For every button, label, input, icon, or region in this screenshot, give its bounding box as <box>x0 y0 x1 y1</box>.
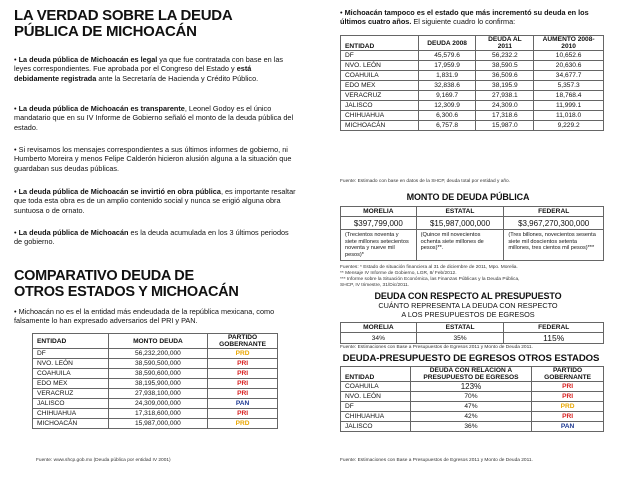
presupuesto-title: DEUDA CON RESPECTO AL PRESUPUESTO <box>374 291 562 301</box>
header-federal: FEDERAL <box>504 207 604 217</box>
value-cell: 11,018.0 <box>534 111 604 121</box>
entity-cell: JALISCO <box>341 101 419 111</box>
entity-cell: COAHUILA <box>341 71 419 81</box>
party-cell: PRI <box>208 409 278 419</box>
main-title <box>14 8 232 40</box>
value-cell: 32,838.6 <box>418 81 476 91</box>
value-cell: 10,652.6 <box>534 51 604 61</box>
entity-cell: VERACRUZ <box>341 91 419 101</box>
otros-estados-title: DEUDA-PRESUPUESTO DE EGRESOS OTROS ESTADOS <box>342 353 600 364</box>
header-estatal: ESTATAL <box>416 207 504 217</box>
increment-table <box>340 35 604 131</box>
entity-cell: JALISCO <box>33 399 109 409</box>
entity-cell: DF <box>341 402 411 412</box>
entity-cell: NVO. LEÓN <box>341 392 411 402</box>
otros-source-note: Fuente: Estimaciones con Base a Presupuestos de Egresos 2011 y Monto de Deuda 2011. <box>340 458 533 463</box>
party-cell: PRD <box>532 402 604 412</box>
table-row <box>341 101 604 111</box>
entity-cell: MICHOACÁN <box>341 121 419 131</box>
note-federal: (Tres billones, novecientos sesenta siete mil doscientos setenta millones, tres cientos mil pesos)*** <box>504 230 604 261</box>
table-row <box>341 81 604 91</box>
presup-morelia: 34% <box>341 333 417 344</box>
value-cell: 15,987.0 <box>476 121 534 131</box>
header-morelia: MORELIA <box>341 207 417 217</box>
value-cell: 6,757.8 <box>418 121 476 131</box>
header-estatal: ESTATAL <box>416 323 504 333</box>
value-cell: 6,300.6 <box>418 111 476 121</box>
header-deuda-2011: DEUDA AL 2011 <box>476 36 534 51</box>
header-aumento: AUMENTO 2008-2010 <box>534 36 604 51</box>
table-row <box>341 333 604 344</box>
table-row <box>341 217 604 230</box>
entity-cell: VERACRUZ <box>33 389 109 399</box>
header-entidad: ENTIDAD <box>341 367 411 382</box>
monto-morelia: $397,799,000 <box>341 217 417 230</box>
value-cell: 12,309.9 <box>418 101 476 111</box>
value-cell: 15,987,000,000 <box>108 419 207 429</box>
value-cell: 123% <box>410 382 531 392</box>
table-row <box>33 359 278 369</box>
party-cell: PRI <box>208 369 278 379</box>
value-cell: 45,579.6 <box>418 51 476 61</box>
table-header-row <box>33 334 278 349</box>
value-cell: 11,999.1 <box>534 101 604 111</box>
value-cell: 47% <box>410 402 531 412</box>
value-cell: 17,959.9 <box>418 61 476 71</box>
value-cell: 34,677.7 <box>534 71 604 81</box>
party-cell: PRI <box>208 379 278 389</box>
entity-cell: MICHOACÁN <box>33 419 109 429</box>
paragraph-obra-publica: • La deuda pública de Michoacán se invirtió en obra pública, es importante resaltar que toda esta obra es de un amplio contenido social y nunca se erigió alguna obra suntuosa o de ornato. <box>14 187 296 215</box>
table-row <box>341 111 604 121</box>
value-cell: 9,229.2 <box>534 121 604 131</box>
header-relacion: DEUDA CON RELACION A PRESUPUESTO DE EGRESOS <box>410 367 531 382</box>
monto-estatal: $15,987,000,000 <box>416 217 504 230</box>
table-row <box>341 402 604 412</box>
table-row <box>341 230 604 261</box>
entity-cell: COAHUILA <box>33 369 109 379</box>
header-partido: PARTIDO GOBERNANTE <box>532 367 604 382</box>
header-partido: PARTIDO GOBERNANTE <box>208 334 278 349</box>
value-cell: 38,590,500,000 <box>108 359 207 369</box>
table-row <box>33 399 278 409</box>
monto-federal: $3,967,270,300,000 <box>504 217 604 230</box>
table-row <box>341 51 604 61</box>
entity-cell: JALISCO <box>341 422 411 432</box>
monto-title: MONTO DE DEUDA PÚBLICA <box>406 192 530 202</box>
value-cell: 38,195.9 <box>476 81 534 91</box>
header-deuda-2008: DEUDA 2008 <box>418 36 476 51</box>
party-cell: PRI <box>532 392 604 402</box>
party-cell: PRD <box>208 349 278 359</box>
party-cell: PRI <box>208 359 278 369</box>
value-cell: 1,831.9 <box>418 71 476 81</box>
otros-estados-table <box>340 366 604 432</box>
value-cell: 42% <box>410 412 531 422</box>
paragraph-compare: • Michoacán no es el la entidad más endeudada de la república mexicana, como falsamente lo han expresado adversarios del PRI y PAN. <box>14 307 275 326</box>
value-cell: 38,590.5 <box>476 61 534 71</box>
party-cell: PRD <box>208 419 278 429</box>
table-row <box>341 392 604 402</box>
value-cell: 38,590,600,000 <box>108 369 207 379</box>
presupuesto-source-note: Fuente: Estimaciones con Base a Presupuestos de Egresos 2011 y Monto de Deuda 2011. <box>340 345 533 350</box>
party-cell: PAN <box>532 422 604 432</box>
monto-sources: Fuentes: * Estado de situación financiera al 31 de diciembre de 2011, Mpo. Morelia. ** Mensaje IV Informe de Gobierno, LGR, 8/ Feb/2012. *** Informe sobre la Situación Económica, las Finanzas Públicas y la Deuda Pública, SHCP, IV trimestre, 31/Dic/2011. <box>340 265 520 288</box>
party-cell: PRI <box>532 382 604 392</box>
value-cell: 24,309.0 <box>476 101 534 111</box>
header-entidad: ENTIDAD <box>33 334 109 349</box>
presup-federal: 115% <box>504 333 604 344</box>
paragraph-incremento: • Michoacán tampoco es el estado que más incrementó su deuda en los últimos cuatro años. El siguiente cuadro lo confirma: <box>340 8 589 27</box>
paragraph-acumulada: • La deuda pública de Michoacán es la deuda acumulada en los 3 últimos periodos de gobierno. <box>14 228 289 247</box>
party-cell: PRI <box>532 412 604 422</box>
table-header-row <box>341 323 604 333</box>
table-row <box>33 409 278 419</box>
header-entidad: ENTIDAD <box>341 36 419 51</box>
header-federal: FEDERAL <box>504 323 604 333</box>
table-row <box>33 389 278 399</box>
value-cell: 56,232.2 <box>476 51 534 61</box>
paragraph-legal: • La deuda pública de Michoacán es legal ya que fue contratada con base en las leyes correspondientes. Fue aprobada por el Congreso del Estado y está debidamente registrada ante la Secretaría de Hacienda y Crédito Público. <box>14 55 284 83</box>
table-row <box>341 71 604 81</box>
entity-cell: COAHUILA <box>341 382 411 392</box>
presup-estatal: 35% <box>416 333 504 344</box>
note-estatal: (Quince mil novecientos ochenta siete millones de pesos)**. <box>416 230 504 261</box>
presupuesto-table <box>340 322 604 344</box>
value-cell: 27,938,100,000 <box>108 389 207 399</box>
table-row <box>33 379 278 389</box>
compare-title: COMPARATIVO DEUDA DE OTROS ESTADOS Y MICHOACÁN <box>14 268 239 300</box>
value-cell: 70% <box>410 392 531 402</box>
entity-cell: NVO. LEÓN <box>341 61 419 71</box>
paragraph-informes: • Si revisamos los mensajes correspondientes a sus últimos informes de gobierno, ni Humberto Moreira y menos Felipe Calderón hicieron alusión alguna a la situación que guardaban sus deudas públicas. <box>14 145 292 173</box>
value-cell: 17,318,600,000 <box>108 409 207 419</box>
paragraph-transparente: • La deuda pública de Michoacán es transparente, Leonel Godoy es el único mandatario que en su IV Informe de Gobierno señaló el monto de la deuda pública del estado. <box>14 104 294 132</box>
table-header-row <box>341 207 604 217</box>
presupuesto-subtitle: CUÁNTO REPRESENTA LA DEUDA CON RESPECTO A LOS PRESUPUESTOS DE EGRESOS <box>378 301 558 319</box>
header-morelia: MORELIA <box>341 323 417 333</box>
table-row <box>33 349 278 359</box>
left-source-note: Fuente: www.shcp.gob.mx (Deuda pública por entidad IV 2001) <box>36 458 171 463</box>
value-cell: 36% <box>410 422 531 432</box>
monto-table <box>340 206 604 261</box>
value-cell: 24,309,000,000 <box>108 399 207 409</box>
value-cell: 5,357.3 <box>534 81 604 91</box>
main-title-line1: LA VERDAD SOBRE LA DEUDA <box>14 7 233 24</box>
header-monto: MONTO DEUDA <box>108 334 207 349</box>
entity-cell: DF <box>33 349 109 359</box>
value-cell: 18,768.4 <box>534 91 604 101</box>
table-row <box>341 412 604 422</box>
value-cell: 9,169.7 <box>418 91 476 101</box>
table-row <box>341 422 604 432</box>
entity-cell: CHIHUAHUA <box>341 111 419 121</box>
main-title-line2: PÚBLICA DE MICHOACÁN <box>14 23 197 40</box>
table-row <box>33 419 278 429</box>
value-cell: 27,938.1 <box>476 91 534 101</box>
entity-cell: NVO. LEÓN <box>33 359 109 369</box>
entity-cell: EDO MEX <box>341 81 419 91</box>
table-row <box>341 121 604 131</box>
value-cell: 38,195,900,000 <box>108 379 207 389</box>
table-row <box>341 382 604 392</box>
value-cell: 20,630.6 <box>534 61 604 71</box>
entity-cell: EDO MEX <box>33 379 109 389</box>
value-cell: 36,509.6 <box>476 71 534 81</box>
entity-cell: CHIHUAHUA <box>341 412 411 422</box>
value-cell: 56,232,200,000 <box>108 349 207 359</box>
table-row <box>341 91 604 101</box>
party-cell: PAN <box>208 399 278 409</box>
table-header-row <box>341 367 604 382</box>
table-header-row <box>341 36 604 51</box>
entity-cell: DF <box>341 51 419 61</box>
note-morelia: (Trecientos noventa y siete millones setecientos noventa y nueve mil pesos)* <box>341 230 417 261</box>
table-row <box>33 369 278 379</box>
debt-compare-table <box>32 333 278 429</box>
increment-source-note: Fuente: Estimado con base en datos de la SHCP, deuda total por entidad y año. <box>340 179 511 184</box>
entity-cell: CHIHUAHUA <box>33 409 109 419</box>
party-cell: PRI <box>208 389 278 399</box>
table-row <box>341 61 604 71</box>
value-cell: 17,318.6 <box>476 111 534 121</box>
